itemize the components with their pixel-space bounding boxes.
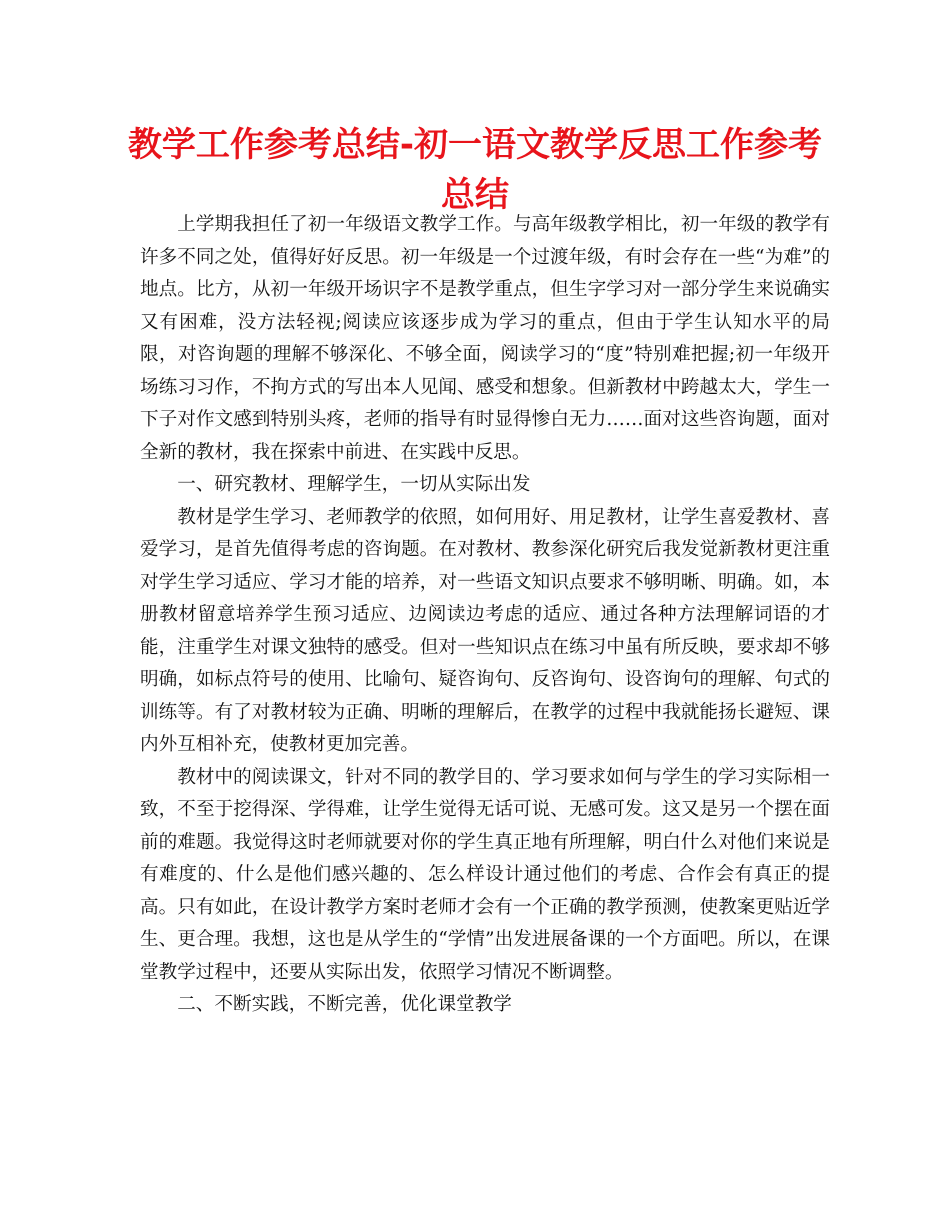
paragraph-reading-lessons: 教材中的阅读课文，针对不同的教学目的、学习要求如何与学生的学习实际相一致，不至于挖得深、学得难，让学生觉得无话可说、无感可发。这又是另一个摆在面前的难题。我觉得这时老师就要对你的学生真正地有所理解，明白什么对他们来说是有难度的、什么是他们感兴趣的、怎么样设计通过他们的考虑、合作会有真正的提高。只有如此，在设计教学方案时老师才会有一个正确的教学预测，使教案更贴近学生、更合理。我想，这也是从学生的“学情”出发进展备课的一个方面吧。所以，在课堂教学过程中，还要从实际出发，依照学习情况不断调整。 <box>140 766 830 983</box>
section-heading-1: 一、研究教材、理解学生，一切从实际出发 <box>177 474 531 495</box>
section-heading-2: 二、不断实践，不断完善，优化课堂教学 <box>177 994 512 1015</box>
paragraph-intro: 上学期我担任了初一年级语文教学工作。与高年级教学相比，初一年级的教学有许多不同之处，值得好好反思。初一年级是一个过渡年级，有时会存在一些“为难”的地点。比方，从初一年级开场识字不是教学重点，但生字学习对一部分学生来说确实又有困难，没方法轻视;阅读应该逐步成为学习的重点，但由于学生认知水平的局限，对咨询题的理解不够深化、不够全面，阅读学习的“度”特别难把握;初一年级开场练习习作，不拘方式的写出本人见闻、感受和想象。但新教材中跨越太大，学生一下子对作文感到特别头疼，老师的指导有时显得惨白无力……面对这些咨询题，面对全新的教材，我在探索中前进、在实践中反思。 <box>140 214 830 463</box>
document-title: 教学工作参考总结-初一语文教学反思工作参考总结 <box>127 125 823 215</box>
paragraph-textbook-study: 教材是学生学习、老师教学的依照，如何用好、用足教材，让学生喜爱教材、喜爱学习，是首先值得考虑的咨询题。在对教材、教参深化研究后我发觉新教材更注重对学生学习适应、学习才能的培养，对一些语文知识点要求不够明晰、明确。如，本册教材留意培养学生预习适应、边阅读边考虑的适应、通过各种方法理解词语的才能，注重学生对课文独特的感受。但对一些知识点在练习中虽有所反映，要求却不够明确，如标点符号的使用、比喻句、疑咨询句、反咨询句、设咨询句的理解、句式的训练等。有了对教材较为正确、明晰的理解后，在教学的过程中我就能扬长避短、课内外互相补充，使教材更加完善。 <box>140 506 830 755</box>
document-body <box>140 209 830 1022</box>
